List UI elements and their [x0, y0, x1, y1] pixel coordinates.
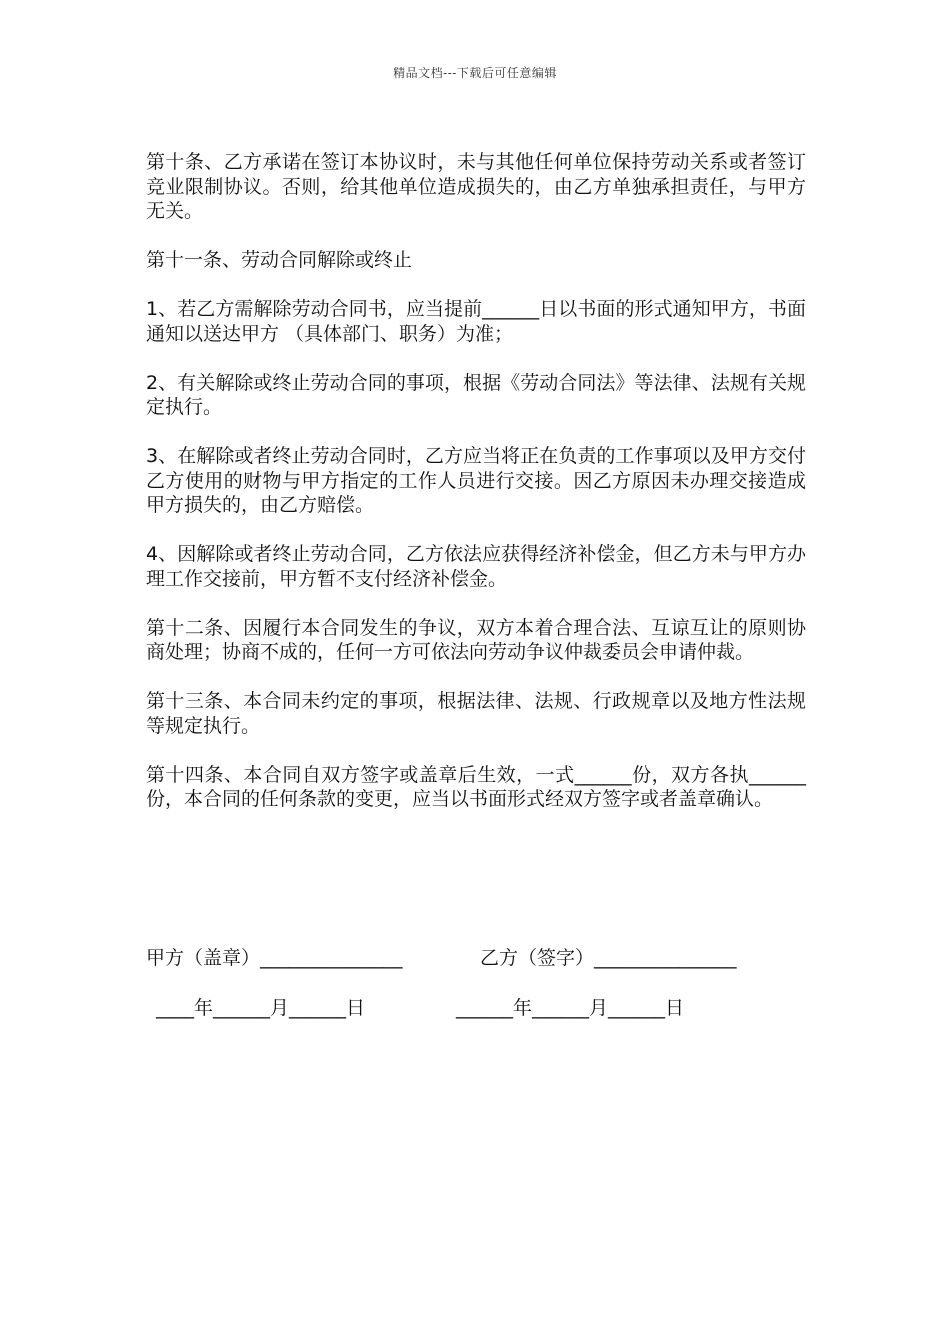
clause-14: 第十四条、本合同自双方签字或盖章后生效，一式______份，双方各执______份，本合同的任何条款的变更，应当以书面形式经双方签字或者盖章确认。 [146, 763, 806, 810]
clause-13: 第十三条、本合同未约定的事项，根据法律、法规、行政规章以及地方性法规等规定执行。 [146, 690, 806, 737]
page-header: 精品文档---下载后可任意编辑 [393, 66, 557, 80]
party-a-signature: 甲方（盖章）_______________ [146, 947, 403, 969]
party-b-date: ______年______月______日 [456, 997, 685, 1019]
clause-11-item-1: 1、若乙方需解除劳动合同书，应当提前______日以书面的形式通知甲方，书面通知以送达甲方 （具体部门、职务）为准； [146, 298, 806, 345]
party-b-signature: 乙方（签字）_______________ [480, 947, 737, 969]
date-row [146, 996, 826, 1068]
document-body [146, 150, 806, 836]
clause-12: 第十二条、因履行本合同发生的争议，双方本着合理合法、互谅互让的原则协商处理；协商不成的，任何一方可依法向劳动争议仲裁委员会申请仲裁。 [146, 616, 806, 663]
clause-11-heading: 第十一条、劳动合同解除或终止 [146, 249, 413, 271]
clause-11-item-4: 4、因解除或者终止劳动合同，乙方依法应获得经济补偿金，但乙方未与甲方办理工作交接前，甲方暂不支付经济补偿金。 [146, 543, 806, 590]
clause-11-item-3: 3、在解除或者终止劳动合同时，乙方应当将正在负责的工作事项以及甲方交付乙方使用的财物与甲方指定的工作人员进行交接。因乙方原因未办理交接造成甲方损失的，由乙方赔偿。 [146, 445, 806, 516]
party-a-date: ____年______月______日 [156, 997, 366, 1019]
clause-10: 第十条、乙方承诺在签订本协议时，未与其他任何单位保持劳动关系或者签订竞业限制协议。否则，给其他单位造成损失的，由乙方单独承担责任，与甲方无关。 [146, 151, 806, 222]
clause-11-item-2: 2、有关解除或终止劳动合同的事项，根据《劳动合同法》等法律、法规有关规定执行。 [146, 371, 806, 418]
